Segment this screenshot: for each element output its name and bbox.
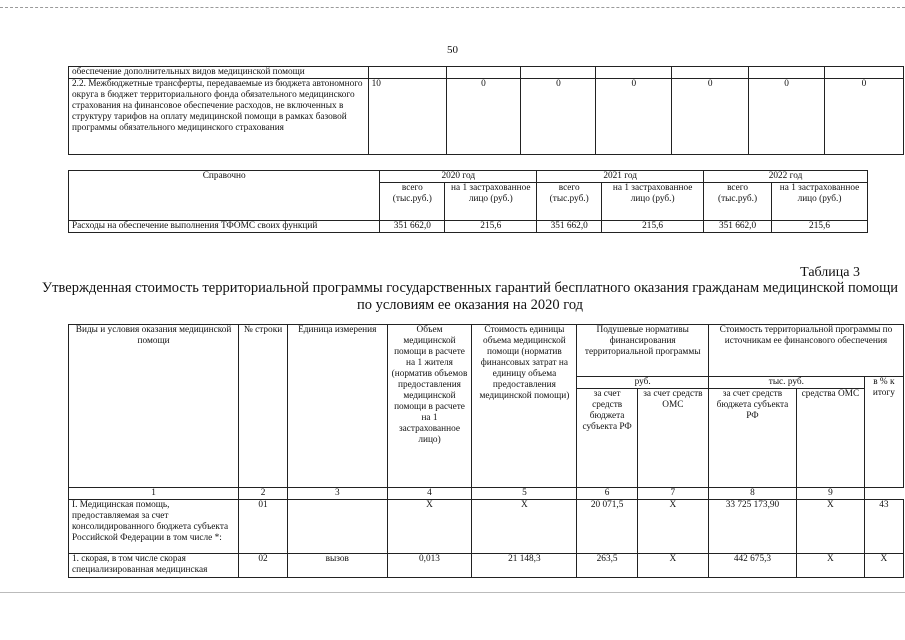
- cell-value: 0: [596, 79, 672, 155]
- cell-value: 33 725 173,90: [708, 500, 796, 554]
- cell-value: X: [864, 554, 903, 578]
- cell-value: 351 662,0: [704, 221, 772, 233]
- cell-cost: X: [472, 500, 577, 554]
- bottom-rule: [0, 592, 905, 593]
- column-number: 3: [287, 488, 387, 500]
- header-unit-cost: Стоимость единицы объема медицинской помощи (норматив финансовых затрат на единицу объема предоставления медицинской помощи): [472, 325, 577, 488]
- cell-value: 263,5: [577, 554, 637, 578]
- table-row: [69, 67, 904, 79]
- header-oms-source: за счет средств ОМС: [637, 389, 708, 488]
- row-label: Расходы на обеспечение выполнения ТФОМС своих функций: [69, 221, 380, 233]
- header-volume: Объем медицинской помощи в расчете на 1 жителя (норматив объемов предоставления медицинской помощи в расчете на 1 застрахованное лицо): [387, 325, 472, 488]
- row-label: обеспечение дополнительных видов медицинской помощи: [69, 67, 369, 79]
- subheader-total: всего (тыс.руб.): [537, 183, 602, 221]
- cell-unit: вызов: [287, 554, 387, 578]
- header-thousand-rub: тыс. руб.: [708, 377, 864, 389]
- header-kinds: Виды и условия оказания медицинской помощи: [69, 325, 239, 488]
- header-row-number: № строки: [239, 325, 288, 488]
- year-header: 2021 год: [537, 171, 704, 183]
- header-rub: руб.: [577, 377, 709, 389]
- reference-header: Справочно: [69, 171, 380, 221]
- cell-value: X: [637, 554, 708, 578]
- document-title: Утвержденная стоимость территориальной программы государственных гарантий бесплатного оказания гражданам медицинской помощи по условиям ее оказания на 2020 год: [41, 280, 899, 313]
- cell-value: X: [797, 500, 865, 554]
- table-caption: Таблица 3: [800, 265, 860, 280]
- page-number: 50: [447, 44, 458, 56]
- table-transfers: [68, 66, 904, 155]
- cell-value: 215,6: [772, 221, 868, 233]
- row-label: 2.2. Межбюджетные трансферты, передаваемые из бюджета автономного округа в бюджет территориального фонда обязательного медицинского страхования на финансовое обеспечение расходов, не включенных в структуру тарифов на оплату медицинской помощи в рамках базовой программы обязательного медицинского страхования: [69, 79, 369, 155]
- column-number: 6: [577, 488, 637, 500]
- header-budget: за счет средств бюджета субъекта РФ: [708, 389, 796, 488]
- table-row: [69, 554, 904, 578]
- row-label: 1. скорая, в том числе скорая специализированная медицинская: [69, 554, 239, 578]
- table-program-cost: [68, 324, 904, 578]
- cell-value: 0: [446, 79, 521, 155]
- row-label: I. Медицинская помощь, предоставляемая за счет консолидированного бюджета субъекта Российской Федерации в том числе *:: [69, 500, 239, 554]
- subheader-per-person: на 1 застрахованное лицо (руб.): [445, 183, 537, 221]
- table-row: [69, 79, 904, 155]
- column-number: 8: [708, 488, 796, 500]
- cell-value: 442 675,3: [708, 554, 796, 578]
- cell-value: 215,6: [445, 221, 537, 233]
- cell-volume: 0,013: [387, 554, 472, 578]
- header-unit: Единица измерения: [287, 325, 387, 488]
- table-row: [69, 500, 904, 554]
- cell-value: 0: [749, 79, 825, 155]
- subheader-total: всего (тыс.руб.): [380, 183, 445, 221]
- row-number: 02: [239, 554, 288, 578]
- cell-volume: X: [387, 500, 472, 554]
- cell-value: 0: [521, 79, 596, 155]
- row-number: 10: [368, 79, 446, 155]
- cell-value: 20 071,5: [577, 500, 637, 554]
- subheader-total: всего (тыс.руб.): [704, 183, 772, 221]
- cell-cost: 21 148,3: [472, 554, 577, 578]
- table-row: [69, 221, 868, 233]
- column-number: 1: [69, 488, 239, 500]
- cell-value: X: [797, 554, 865, 578]
- cell-value: X: [637, 500, 708, 554]
- top-rule: [0, 7, 905, 8]
- column-number: 5: [472, 488, 577, 500]
- header-total-cost: Стоимость территориальной программы по источникам ее финансового обеспечения: [708, 325, 903, 377]
- year-header: 2020 год: [380, 171, 537, 183]
- header-budget: за счет средств бюджета субъекта РФ: [577, 389, 637, 488]
- table-row: [69, 325, 904, 377]
- table-row: [69, 171, 868, 183]
- cell-value: 351 662,0: [537, 221, 602, 233]
- cell-value: 0: [672, 79, 749, 155]
- header-oms: средства ОМС: [797, 389, 865, 488]
- table-reference: [68, 170, 868, 233]
- column-number: 7: [637, 488, 708, 500]
- column-number: 4: [387, 488, 472, 500]
- cell-value: 215,6: [602, 221, 704, 233]
- header-percent: в % к итогу: [864, 377, 903, 488]
- row-number: 01: [239, 500, 288, 554]
- cell-value: 0: [825, 79, 904, 155]
- cell-unit: [287, 500, 387, 554]
- cell-value: 43: [864, 500, 903, 554]
- subheader-per-person: на 1 застрахованное лицо (руб.): [602, 183, 704, 221]
- cell-value: 351 662,0: [380, 221, 445, 233]
- column-number: 9: [797, 488, 865, 500]
- subheader-per-person: на 1 застрахованное лицо (руб.): [772, 183, 868, 221]
- header-per-capita: Подушевые нормативы финансирования территориальной программы: [577, 325, 709, 377]
- column-number: 2: [239, 488, 288, 500]
- table-row: [69, 488, 904, 500]
- year-header: 2022 год: [704, 171, 868, 183]
